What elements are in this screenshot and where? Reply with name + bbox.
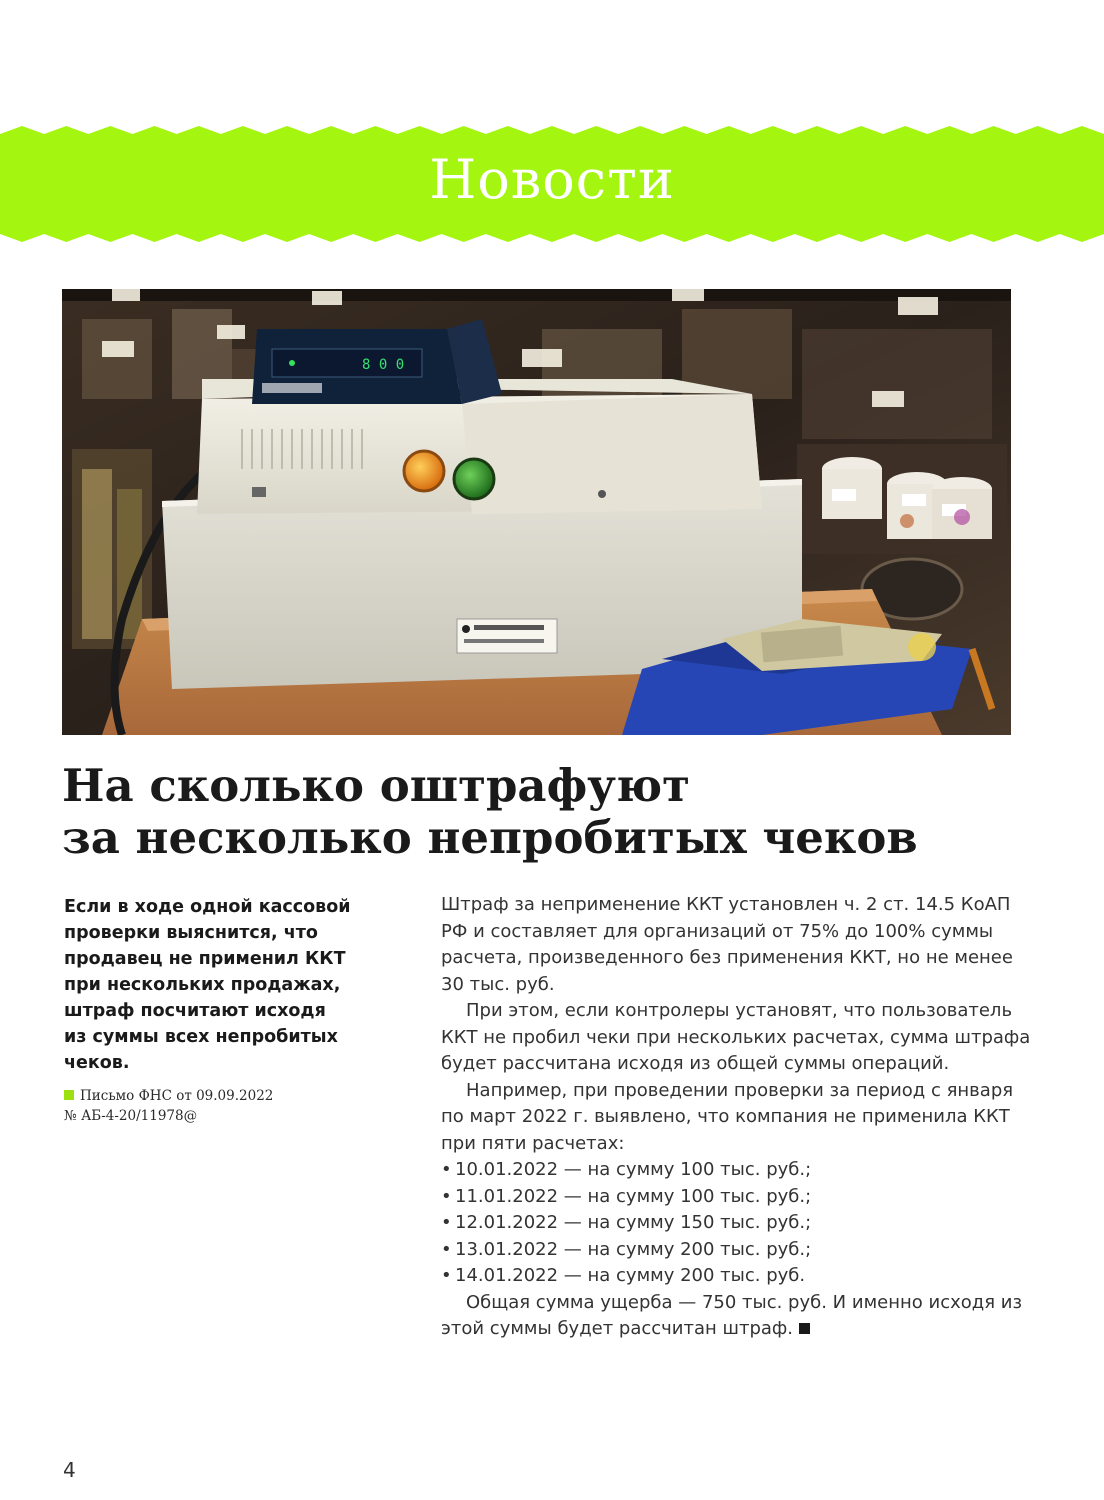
body-paragraph-1: Штраф за неприменение ККТ установлен ч. 2 ст. 14.5 КоАП РФ и составляет для организаций от 75% до 100% суммы расчета, произведенного без применения ККТ, но не менее 30 тыс. руб. xyxy=(441,894,1013,995)
section-title: Новости xyxy=(429,148,675,211)
article-headline xyxy=(62,760,1022,864)
body-paragraph-4 xyxy=(441,1290,1041,1343)
body-paragraph-2: При этом, если контролеры установят, что пользователь ККТ не пробил чеки при нескольких расчетах, сумма штрафа будет рассчитана исходя из общей суммы операций. xyxy=(441,1000,1031,1074)
page-number: 4 xyxy=(63,1458,76,1482)
article-body xyxy=(441,892,1041,1343)
list-item: • 14.01.2022 — на сумму 200 тыс. руб. xyxy=(441,1263,1041,1290)
body-paragraph-4-text: Общая сумма ущерба — 750 тыс. руб. И именно исходя из этой суммы будет рассчитан штраф. xyxy=(441,1291,1023,1339)
list-item: • 12.01.2022 — на сумму 150 тыс. руб.; xyxy=(441,1210,1041,1237)
headline-line-1: На сколько оштрафуют xyxy=(62,759,691,812)
end-mark-icon xyxy=(799,1323,810,1334)
list-item: • 11.01.2022 — на сумму 100 тыс. руб.; xyxy=(441,1184,1041,1211)
lead-summary: Если в ходе одной кассовой проверки выяснится, что продавец не применил ККТ при нескольких продажах, штраф посчитают исходя из суммы всех непробитых чеков. xyxy=(64,897,351,1073)
svg-text:8 0 0: 8 0 0 xyxy=(362,357,405,373)
cash-register-photo xyxy=(62,289,1011,735)
source-line-2: № АБ-4-20/11978@ xyxy=(64,1108,198,1124)
body-paragraph-3: Например, при проведении проверки за период с января по март 2022 г. выявлено, что компания не применила ККТ при пяти расчетах: xyxy=(441,1079,1014,1154)
list-item: • 13.01.2022 — на сумму 200 тыс. руб.; xyxy=(441,1237,1041,1264)
source-line-1: Письмо ФНС от 09.09.2022 xyxy=(80,1088,274,1104)
headline-line-2: за несколько непробитых чеков xyxy=(62,811,918,864)
violations-list xyxy=(441,1157,1041,1290)
source-reference xyxy=(64,1086,364,1126)
green-square-icon xyxy=(64,1090,74,1100)
list-item: • 10.01.2022 — на сумму 100 тыс. руб.; xyxy=(441,1157,1041,1184)
